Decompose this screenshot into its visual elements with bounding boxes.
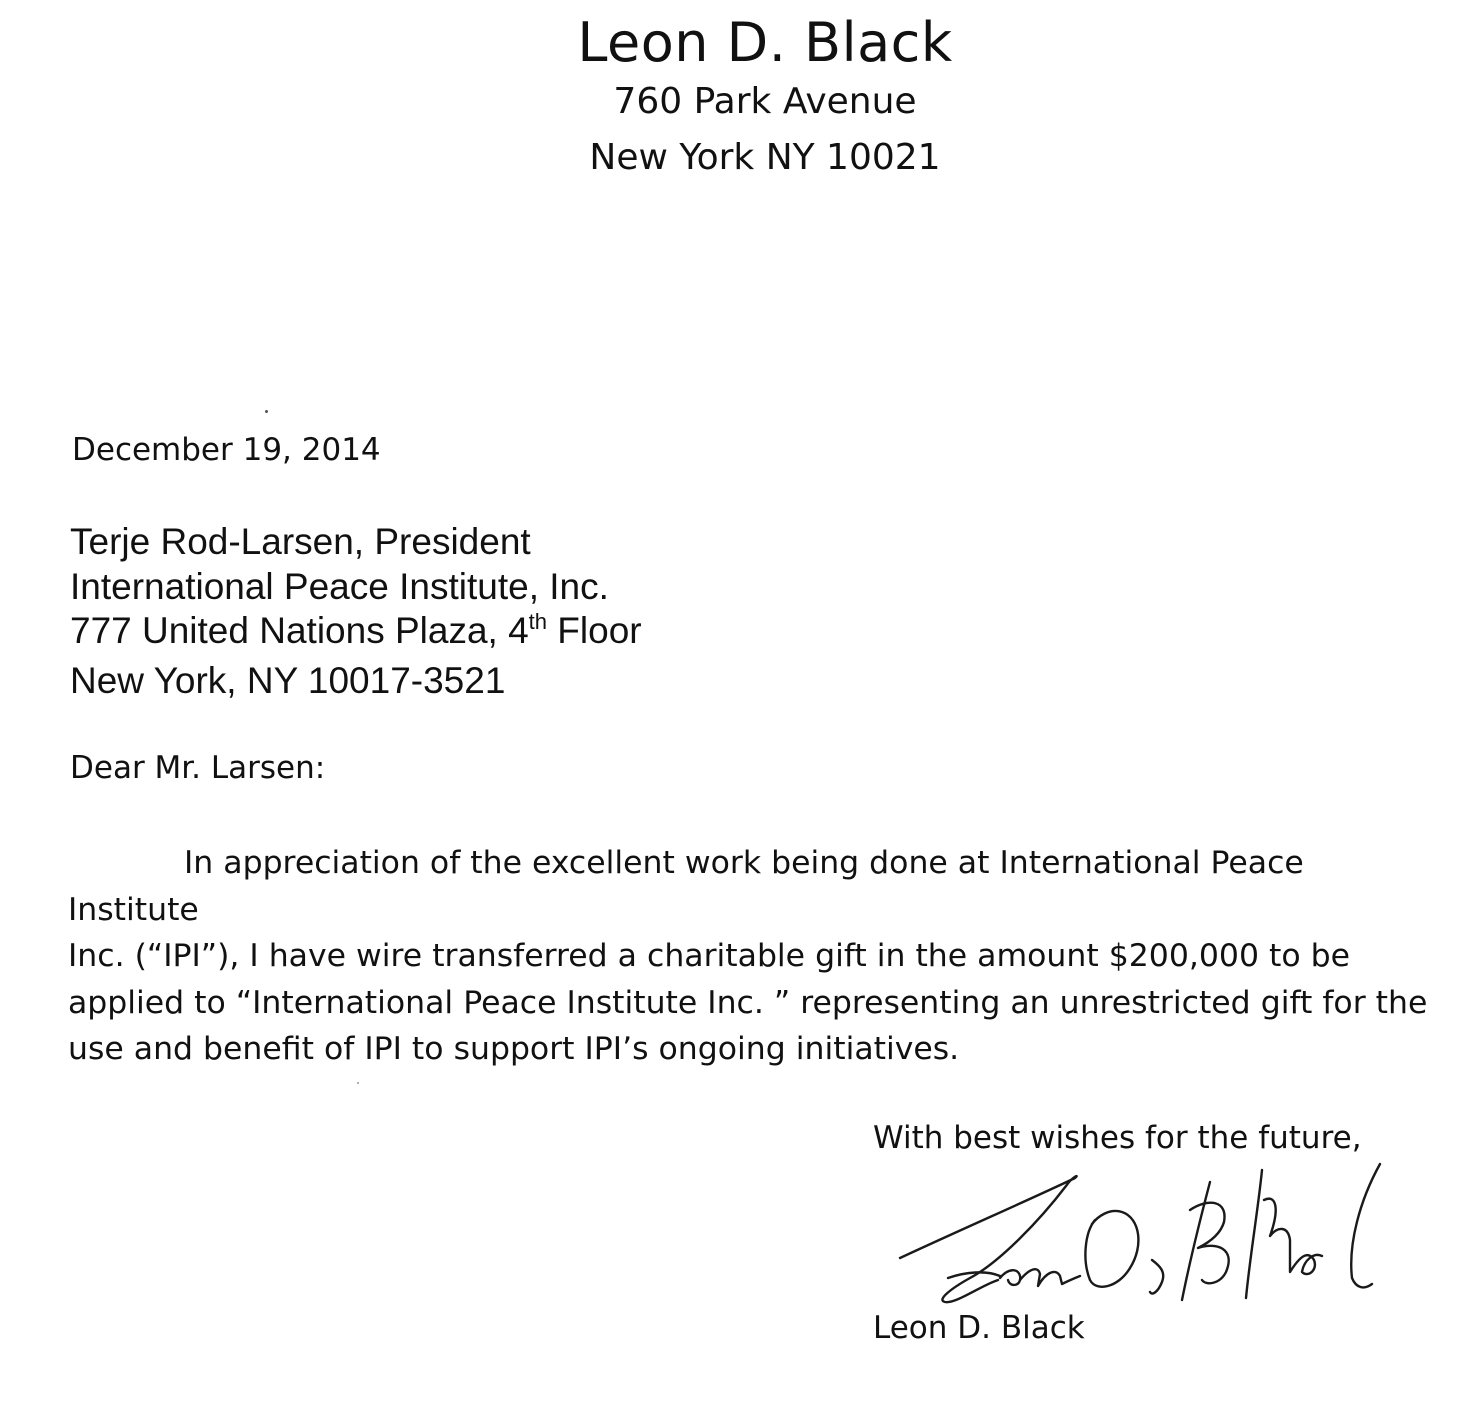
recipient-street-tail: Floor [547, 610, 642, 651]
body-line-2: Inc. (“IPI”), I have wire transferred a charitable gift in the amount $200,000 to be [68, 938, 1351, 974]
body-line [68, 840, 1438, 933]
recipient-street-ordinal: th [528, 609, 548, 634]
recipient-street [70, 609, 642, 659]
letterhead-city: New York NY 10021 [589, 137, 941, 178]
signature-icon [890, 1160, 1400, 1310]
signer-name: Leon D. Black [873, 1310, 1085, 1346]
letter-body [68, 840, 1438, 1073]
body-line-3: applied to “International Peace Institute Inc. ” representing an unrestricted gift for the [68, 984, 1428, 1021]
recipient-organization: International Peace Institute, Inc. [70, 565, 609, 607]
letterhead-street: 760 Park Avenue [613, 81, 917, 122]
salutation: Dear Mr. Larsen: [70, 750, 326, 786]
letterhead [0, 12, 1484, 186]
body-line-4: use and benefit of IPI to support IPI’s ongoing initiatives. [68, 1031, 960, 1067]
recipient-name-title: Terje Rod-Larsen, President [70, 521, 531, 562]
signature-strokes [900, 1164, 1380, 1302]
recipient-city: New York, NY 10017-3521 [70, 659, 506, 701]
scan-speck [357, 1082, 359, 1084]
scan-speck [265, 410, 268, 413]
letter-date: December 19, 2014 [72, 432, 381, 468]
recipient-street-main: 777 United Nations Plaza, 4 [70, 610, 529, 651]
recipient-address [70, 520, 642, 703]
closing: With best wishes for the future, [873, 1120, 1362, 1156]
body-line-1: In appreciation of the excellent work being done at International Peace Institute [68, 845, 1304, 928]
letterhead-name: Leon D. Black [577, 11, 953, 74]
